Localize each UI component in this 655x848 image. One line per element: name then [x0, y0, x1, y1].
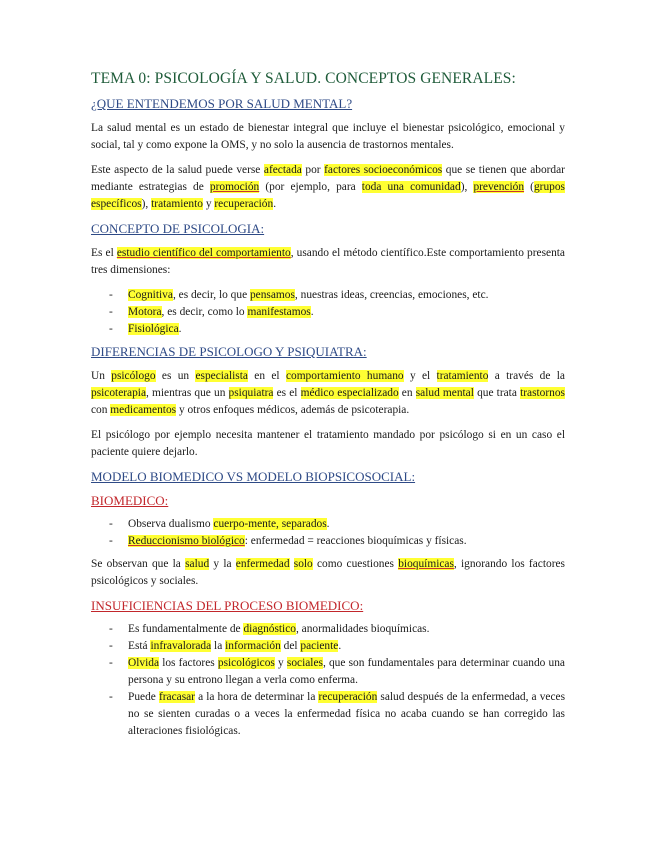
list-dimensiones — [91, 287, 565, 338]
heading-diferencias: DIFERENCIAS DE PSICOLOGO Y PSIQUIATRA: — [91, 344, 367, 359]
heading-modelo: MODELO BIOMEDICO VS MODELO BIOPSICOSOCIAL: — [91, 469, 416, 484]
document-page — [91, 70, 565, 746]
list-item: - Olvida los factores psicológicos y sociales, que son fundamentales para determinar cuando una persona y su entrono llegan a verla como enferma. — [91, 655, 565, 689]
list-item: - Reduccionismo biológico: enfermedad = reacciones bioquímicas y físicas. — [91, 533, 565, 550]
paragraph-aspecto-salud: Este aspecto de la salud puede verse afectada por factores socioeconómicos que se tienen que abordar mediante estrategias de promoción (por ejemplo, para toda una comunidad), prevención (grupos específicos), tratamiento y recuperación. — [91, 164, 565, 210]
subheading-biomedico: BIOMEDICO: — [91, 493, 169, 508]
list-item: - Observa dualismo cuerpo-mente, separados. — [91, 516, 565, 533]
list-item: - Fisiológica. — [91, 321, 565, 338]
list-item: - Motora, es decir, como lo manifestamos. — [91, 304, 565, 321]
paragraph-psicologo-ejemplo: El psicólogo por ejemplo necesita mantener el tratamiento mandado por psicólogo si en un caso el paciente quiere dejarlo. — [91, 429, 565, 458]
paragraph-diferencias: Un psicólogo es un especialista en el comportamiento humano y el tratamiento a través de la psicoterapia, mientras que un psiquiatra es el médico especializado en salud mental que trata trastornos con medicamentos y otros enfoques médicos, además de psicoterapia. — [91, 370, 565, 416]
heading-concepto-psicologia: CONCEPTO DE PSICOLOGIA: — [91, 221, 265, 236]
list-insuficiencias — [91, 621, 565, 740]
paragraph-salud-mental: La salud mental es un estado de bienestar integral que incluye el bienestar psicológico, emocional y social, tal y como expone la OMS, y no solo la ausencia de trastornos mentales. — [91, 122, 565, 151]
paragraph-biomedico: Se observan que la salud y la enfermedad solo como cuestiones bioquímicas, ignorando los factores psicológicos y sociales. — [91, 558, 565, 587]
list-biomedico — [91, 516, 565, 550]
document-title: TEMA 0: PSICOLOGÍA Y SALUD. CONCEPTOS GENERALES: — [91, 70, 516, 87]
heading-insuficiencias: INSUFICIENCIAS DEL PROCESO BIOMEDICO: — [91, 598, 364, 613]
list-item: - Está infravalorada la información del paciente. — [91, 638, 565, 655]
heading-salud-mental: ¿QUE ENTENDEMOS POR SALUD MENTAL? — [91, 96, 353, 111]
list-item: - Es fundamentalmente de diagnóstico, anormalidades bioquímicas. — [91, 621, 565, 638]
list-item: - Puede fracasar a la hora de determinar la recuperación salud después de la enfermedad, a veces no se sienten curadas o a veces la enfermedad física no acaba cuando se han corregido las alteraciones fisiológicas. — [91, 689, 565, 740]
list-item: - Cognitiva, es decir, lo que pensamos, nuestras ideas, creencias, emociones, etc. — [91, 287, 565, 304]
paragraph-concepto: Es el estudio científico del comportamiento, usando el método científico.Este comportamiento presenta tres dimensiones: — [91, 247, 565, 276]
